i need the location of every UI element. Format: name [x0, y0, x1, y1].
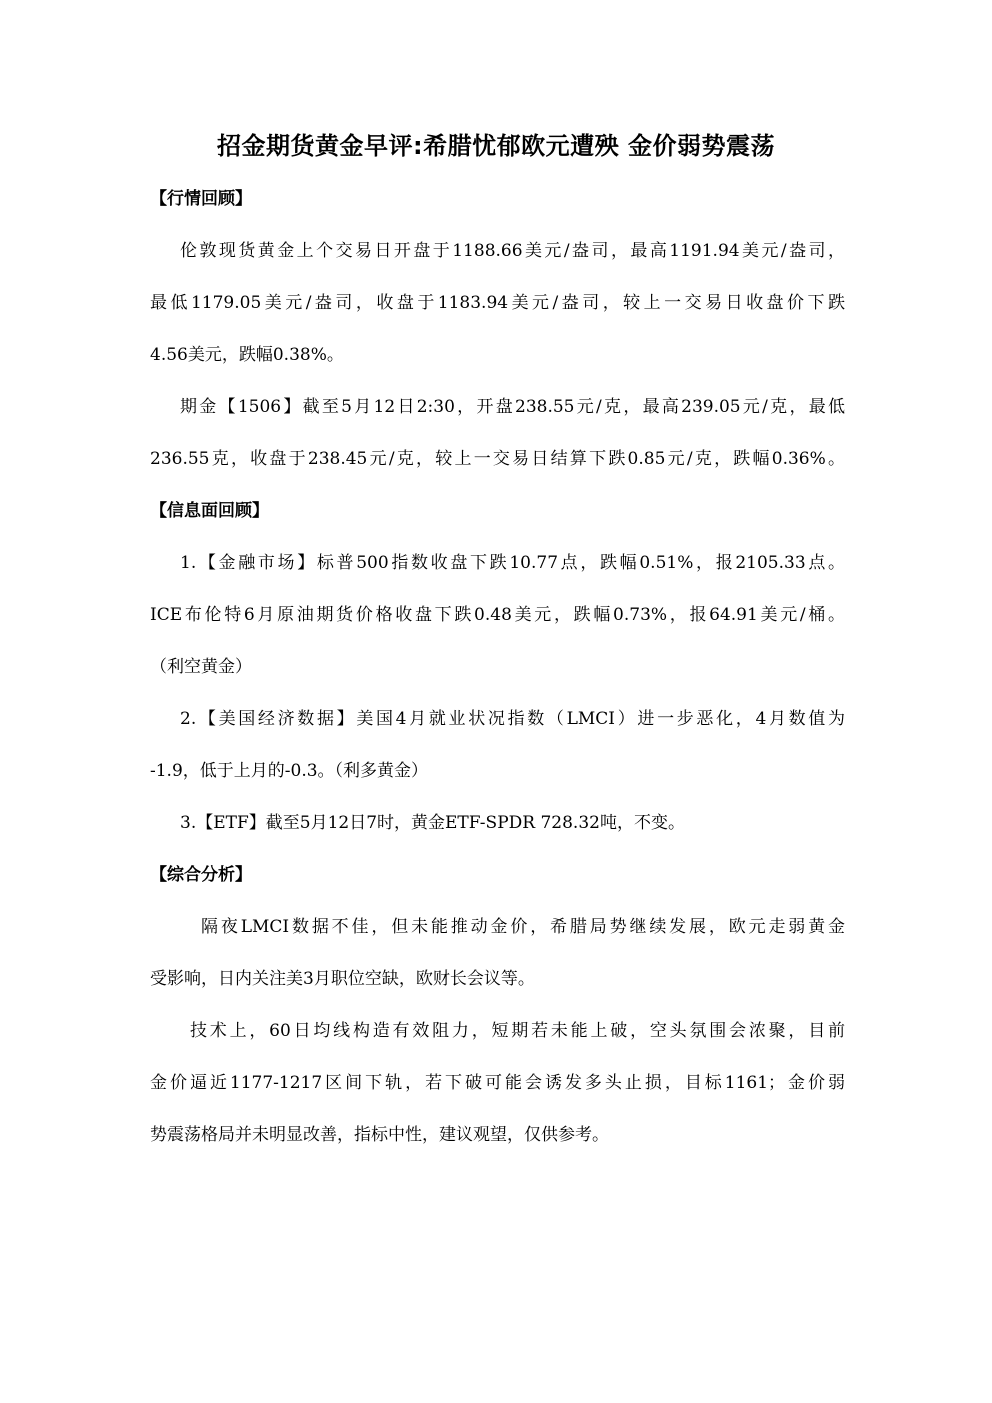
paragraph-line: 4.56美元，跌幅0.38%。: [150, 345, 344, 365]
paragraph-line: 期金【1506】截至5月12日2:30，开盘238.55元/克，最高239.05元/克，最低: [180, 397, 845, 417]
paragraph-line: （利空黄金）: [150, 657, 252, 677]
document-title: 招金期货黄金早评:希腊忧郁欧元遭殃 金价弱势震荡: [217, 132, 775, 160]
paragraph-line: 1.【金融市场】标普500指数收盘下跌10.77点，跌幅0.51%，报2105.33点。: [180, 553, 845, 573]
paragraph-line: 技术上，60日均线构造有效阻力，短期若未能上破，空头氛围会浓聚，目前: [190, 1021, 845, 1041]
paragraph-line: 隔夜LMCI数据不佳，但未能推动金价，希腊局势继续发展，欧元走弱黄金: [201, 917, 845, 937]
paragraph-line: 受影响，日内关注美3月职位空缺，欧财长会议等。: [150, 969, 535, 989]
heading-market-review: 【行情回顾】: [150, 189, 252, 209]
paragraph-line: 最低1179.05美元/盎司，收盘于1183.94美元/盎司，较上一交易日收盘价下跌: [150, 293, 845, 313]
heading-analysis: 【综合分析】: [150, 865, 252, 885]
paragraph-line: 伦敦现货黄金上个交易日开盘于1188.66美元/盎司，最高1191.94美元/盎司，: [180, 241, 845, 261]
paragraph-line: 3.【ETF】截至5月12日7时，黄金ETF-SPDR 728.32吨，不变。: [180, 813, 685, 833]
paragraph-line: 236.55克，收盘于238.45元/克，较上一交易日结算下跌0.85元/克，跌幅0.36%。: [150, 449, 845, 469]
heading-news-review: 【信息面回顾】: [150, 501, 269, 521]
paragraph-line: 2.【美国经济数据】美国4月就业状况指数（LMCI）进一步恶化，4月数值为: [180, 709, 845, 729]
paragraph-line: -1.9，低于上月的-0.3。（利多黄金）: [150, 761, 429, 781]
paragraph-line: 势震荡格局并未明显改善，指标中性，建议观望，仅供参考。: [150, 1125, 609, 1145]
paragraph-line: 金价逼近1177-1217区间下轨，若下破可能会诱发多头止损，目标1161；金价弱: [150, 1073, 845, 1093]
paragraph-line: ICE布伦特6月原油期货价格收盘下跌0.48美元，跌幅0.73%，报64.91美元/桶。: [150, 605, 845, 625]
